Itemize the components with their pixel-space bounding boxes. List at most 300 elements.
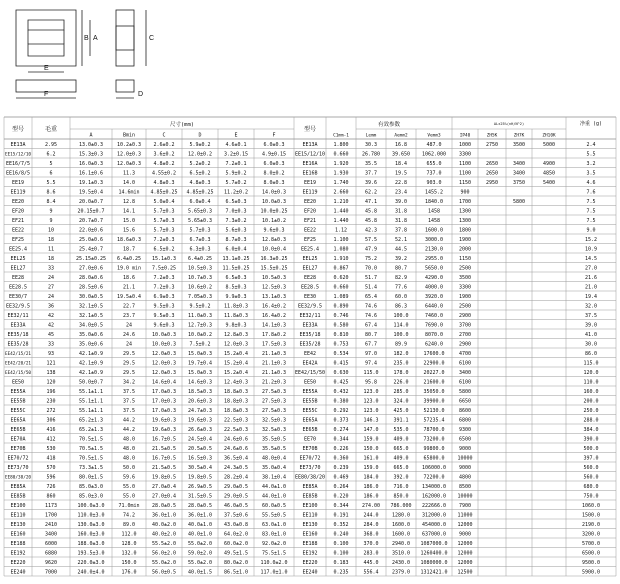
table-cell: 5800	[458, 389, 472, 395]
table-row	[6, 304, 597, 310]
table-cell: 55.0±2.0	[151, 560, 177, 566]
table-cell: EE192	[10, 550, 26, 557]
table-cell: EE70B	[302, 446, 318, 452]
table-cell: 80.7	[394, 265, 408, 272]
table-cell: 150.0	[121, 560, 137, 566]
table-cell: 3920.0	[424, 294, 444, 300]
table-cell: 7900	[458, 503, 472, 509]
table-cell: 57.5	[364, 237, 378, 243]
table-cell: 39900.0	[423, 398, 445, 405]
table-cell: 409.0	[393, 455, 409, 462]
table-cell: 55.1±1.1	[78, 389, 104, 395]
table-row	[10, 560, 600, 566]
table-cell: 409.0	[393, 436, 409, 443]
table-cell: 15.5±0.25	[260, 265, 288, 272]
table-cell: 130.0±3.0	[77, 522, 105, 528]
table-cell: 368.0	[363, 531, 379, 538]
table-cell: 272	[46, 408, 56, 414]
table-cell: 29.5	[122, 351, 136, 357]
table-cell: 11000	[457, 512, 473, 519]
table-cell: EE16/8/5	[5, 170, 31, 177]
table-cell: EF20	[11, 208, 25, 215]
table-row	[12, 228, 596, 234]
table-cell: 1.440	[333, 208, 349, 215]
table-cell: 21600.0	[423, 379, 445, 386]
table-cell: 24	[47, 275, 55, 281]
table-cell: 1260400.0	[420, 550, 448, 557]
table-cell: 1700	[44, 512, 58, 519]
table-cell: 1173	[44, 503, 58, 509]
table-cell: 1600.0	[391, 531, 411, 538]
table-cell: 1458	[427, 208, 441, 215]
table-cell: EE28.5	[8, 284, 28, 291]
table-cell: 5.65±0.3	[187, 218, 213, 224]
table-cell: 11.8±0.3	[223, 313, 249, 319]
table-cell: EE70/72	[299, 455, 321, 462]
table-cell: 34.0±0.5	[78, 322, 104, 329]
table-cell: EE80/38/20	[4, 475, 32, 481]
table-cell: 12.0±0.3	[151, 351, 177, 357]
table-cell: 44.0±1.0	[261, 484, 287, 490]
table-cell: 0.660	[333, 151, 349, 158]
table-cell: 1800	[458, 227, 472, 234]
table-cell: 85.0±3.0	[78, 493, 104, 500]
table-cell: 10.0±0.25	[260, 208, 288, 215]
table-cell: 7.5±0.25	[151, 265, 177, 272]
table-cell: 38.1±0.4	[261, 474, 287, 481]
table-cell: 0.620	[333, 275, 349, 281]
table-cell: 0.235	[333, 569, 349, 576]
table-cell: 62.2	[364, 189, 378, 196]
table-cell: 5900.0	[581, 569, 601, 576]
table-row	[7, 342, 597, 348]
table-cell: EE130	[10, 522, 26, 528]
table-cell: 3.6±0.2	[153, 151, 175, 158]
table-cell: 6.4±0.25	[116, 256, 142, 262]
table-cell: 115.0	[583, 360, 599, 367]
table-cell: 9620	[44, 560, 58, 566]
table-cell: 15.0±0.3	[187, 351, 213, 357]
table-cell: 39.0	[394, 199, 408, 205]
table-cell: EE55A	[10, 389, 26, 395]
table-cell: 30.0	[584, 341, 598, 348]
table-cell: 40.0±1.0	[187, 522, 213, 528]
table-cell: 67.7	[364, 341, 378, 348]
table-cell: 284.0	[363, 522, 379, 528]
table-cell: 22.8	[394, 180, 408, 186]
table-cell: 9	[49, 218, 53, 224]
table-cell: 44.0±1.0	[261, 493, 287, 500]
table-cell: 283.0	[363, 550, 379, 557]
header-al-col: ZH7K	[513, 133, 525, 139]
table-cell: EE25.4	[8, 246, 28, 253]
table-cell: 0.220	[333, 493, 349, 500]
table-cell: 60.0±2.0	[223, 541, 249, 547]
table-cell: 5.2±0.2	[189, 161, 211, 167]
table-cell: 24.6±0.6	[223, 436, 249, 443]
header-effective-params: 有效参数	[377, 122, 401, 128]
table-cell: EE42/15/50	[4, 371, 32, 376]
header-al-col: ZH5K	[486, 133, 498, 139]
table-cell: EE85A	[302, 484, 318, 490]
table-cell: EE28	[303, 275, 317, 281]
table-row	[5, 361, 599, 367]
table-cell: 3500	[458, 275, 472, 281]
table-cell: 51.4	[364, 284, 378, 291]
table-cell: 176.0	[121, 569, 137, 576]
table-row	[9, 247, 597, 253]
table-cell: 7000	[44, 569, 58, 576]
table-cell: 23.7	[122, 313, 136, 319]
table-cell: 392.0	[393, 474, 409, 481]
dim-label-b: B	[84, 35, 89, 42]
table-cell: 11.3	[122, 170, 136, 177]
table-cell: 1300	[458, 208, 472, 215]
table-cell: 44.5	[394, 246, 408, 253]
table-cell: 37.5	[122, 398, 136, 405]
table-cell: 56.0±0.5	[151, 569, 177, 576]
table-cell: 6.5±0.2	[189, 170, 211, 177]
table-cell: 21.6	[584, 275, 598, 281]
table-cell: 23.4	[394, 189, 408, 196]
table-cell: 37.5	[122, 408, 136, 414]
table-cell: 2.4	[586, 142, 596, 148]
table-cell: 9500.0	[581, 560, 601, 566]
table-cell: 3.2	[586, 161, 596, 167]
table-cell: 4700	[458, 351, 472, 357]
table-cell: 1100	[458, 161, 472, 167]
table-cell: 5.9±0.2	[225, 170, 247, 177]
table-cell: 42.1±0.9	[78, 351, 104, 357]
table-cell: 1.210	[333, 199, 349, 205]
table-cell: 41.0	[584, 332, 598, 338]
table-cell: 4.6	[586, 180, 596, 186]
header-model-2: 型号	[303, 126, 317, 133]
table-cell: EE32/11	[7, 313, 29, 319]
table-cell: 19.8±0.5	[187, 474, 213, 481]
table-cell: 10.2±0.3	[116, 142, 142, 148]
table-row	[6, 171, 596, 177]
header-param-col: C1mm-1	[333, 133, 349, 139]
header-model: 型号	[11, 126, 25, 133]
table-cell: 18.8±0.3	[223, 398, 249, 405]
table-cell: EE188	[10, 541, 26, 547]
table-cell: 30.0±0.5	[78, 294, 104, 300]
table-cell: EE50	[303, 379, 317, 386]
table-cell: 222666.0	[421, 503, 447, 509]
table-row	[12, 380, 599, 386]
table-cell: 56.0±2.0	[151, 550, 177, 557]
table-cell: 51.7	[364, 275, 378, 281]
table-cell: EE16B	[302, 170, 318, 177]
table-cell: 35050.0	[423, 389, 445, 395]
table-cell: 7460.0	[424, 313, 444, 319]
table-cell: 80.0±2.0	[223, 560, 249, 566]
table-cell: EE16/7/5	[5, 161, 31, 167]
table-row	[12, 275, 597, 281]
table-cell: 86.3	[394, 303, 408, 310]
table-cell: 0.415	[333, 360, 349, 367]
table-cell: EE160	[10, 531, 26, 538]
table-row	[10, 522, 600, 528]
table-cell: 57235.4	[423, 417, 445, 424]
table-cell: EE20	[303, 199, 317, 205]
table-cell: 22.5±0.3	[223, 417, 249, 424]
table-cell: 123.0	[363, 398, 379, 405]
table-cell: 138	[46, 370, 56, 376]
table-cell: 18.4	[394, 161, 408, 167]
table-cell: 8.7±0.3	[225, 237, 247, 243]
table-cell: EE70	[303, 436, 317, 443]
table-cell: 4.9±0.15	[261, 151, 287, 158]
table-cell: 21.1	[122, 284, 136, 291]
table-cell: 29.0±0.5	[223, 484, 249, 490]
table-cell: 10000	[457, 493, 473, 500]
table-cell: 37.5	[584, 313, 598, 319]
table-cell: 16.4±0.2	[261, 303, 287, 310]
table-cell: 1150	[458, 180, 472, 186]
table-cell: 52.1	[394, 237, 408, 243]
table-cell: 7690.0	[424, 322, 444, 329]
table-cell: 0.380	[333, 398, 349, 405]
table-cell: 5.7±0.3	[153, 218, 175, 224]
table-cell: 47.1	[364, 199, 378, 205]
table-cell: 312000.0	[421, 512, 447, 519]
table-cell: EE33A	[10, 322, 26, 329]
table-cell: 17.5±0.3	[261, 341, 287, 348]
table-cell: EE55A	[302, 389, 318, 395]
table-cell: 16.1±0.6	[78, 170, 104, 177]
table-row	[10, 142, 595, 148]
table-cell: 5.7±0.3	[153, 227, 175, 234]
table-cell: 230	[46, 398, 56, 405]
table-cell: EE13A	[10, 142, 26, 148]
header-param-col: Vemm3	[427, 133, 441, 139]
table-cell: 2379.0	[391, 569, 411, 576]
table-cell: 274.00	[361, 503, 381, 509]
table-cell: 74.2	[122, 512, 136, 519]
table-cell: 4.8±0.2	[153, 161, 175, 167]
table-cell: 12000	[457, 522, 473, 528]
table-cell: 11	[47, 246, 55, 253]
table-cell: 6100	[458, 379, 472, 386]
table-cell: 27.0±0.6	[78, 265, 104, 272]
table-cell: 3200.0	[581, 531, 601, 538]
table-cell: 560.0	[583, 465, 599, 471]
table-cell: 65.4	[364, 294, 378, 300]
table-cell: 10.9	[584, 246, 598, 253]
table-cell: EE25.4	[300, 246, 320, 253]
table-cell: EE85B	[302, 493, 318, 500]
table-cell: 182.0	[393, 351, 409, 357]
table-cell: 20.6±0.3	[187, 398, 213, 405]
table-cell: 8.0±0.3	[263, 180, 285, 186]
table-cell: 32.5±0.3	[261, 417, 287, 424]
table-cell: 15.2±0.4	[223, 360, 249, 367]
table-cell: 8.6	[46, 189, 56, 196]
table-cell: 55.0	[122, 484, 136, 490]
table-cell: 18.7	[122, 246, 136, 253]
table-cell: 220.0±3.0	[77, 560, 105, 566]
table-body	[5, 142, 600, 576]
header-weight: 毛重	[44, 126, 58, 133]
table-cell: EE16A	[302, 161, 318, 167]
table-cell: EE30	[303, 294, 317, 300]
table-cell: 21.1±0.3	[261, 351, 287, 357]
table-cell: 1.800	[333, 142, 349, 148]
table-cell: 384.0	[583, 427, 599, 433]
table-cell: 637000.0	[421, 531, 447, 538]
table-cell: 1300	[458, 218, 472, 224]
table-cell: 55.0	[122, 493, 136, 500]
table-row	[5, 152, 596, 158]
table-cell: 30.5±0.4	[187, 465, 213, 471]
table-cell: 2900	[458, 313, 472, 319]
table-cell: 665.0	[393, 465, 409, 471]
table-row	[10, 408, 598, 414]
table-cell: 39.6	[364, 180, 378, 186]
table-cell: 60.0±0.5	[261, 503, 287, 509]
table-cell: 17.0±0.3	[151, 398, 177, 405]
table-cell: 16.5±0.3	[187, 455, 213, 462]
table-cell: 35.0±0.4	[261, 465, 287, 471]
table-cell: 17600.0	[423, 351, 445, 357]
table-cell: 5.9±0.2	[189, 142, 211, 148]
table-cell: 13.1±0.3	[261, 294, 287, 300]
table-cell: 4.8±0.3	[153, 180, 175, 186]
table-cell: 8.4	[46, 199, 56, 205]
table-cell: 903.0	[426, 180, 442, 186]
table-cell: 5400	[542, 180, 556, 186]
table-cell: EE188	[302, 541, 318, 547]
table-cell: 74.6	[364, 313, 378, 319]
table-cell: 500.0	[583, 446, 599, 452]
table-cell: EE22	[11, 227, 25, 234]
table-cell: 24.5±0.4	[187, 436, 213, 443]
table-cell: 184.0	[363, 474, 379, 481]
table-cell: 2.660	[333, 189, 349, 196]
table-cell: 21.2±0.3	[261, 379, 287, 386]
table-cell: 0.352	[333, 522, 349, 528]
table-cell: 24.7±0.3	[187, 408, 213, 414]
table-cell: 14.6±0.4	[151, 379, 177, 386]
table-cell: 82.9	[394, 275, 408, 281]
table-cell: 4850	[542, 170, 556, 177]
table-cell: 6500.0	[581, 550, 601, 557]
table-cell: 7.3±0.2	[225, 218, 247, 224]
table-cell: 11.2±0.2	[223, 189, 249, 196]
table-cell: 1.100	[333, 237, 349, 243]
table-cell: 161.0	[363, 455, 379, 462]
table-cell: EE13A	[302, 142, 318, 148]
table-cell: EE55C	[302, 408, 318, 414]
table-cell: 73.3±1.5	[78, 465, 104, 471]
table-cell: 178.0	[393, 370, 409, 376]
table-cell: 2650	[485, 161, 499, 167]
table-cell: EE119	[10, 189, 26, 196]
table-cell: 1455.2	[424, 189, 444, 196]
dim-label-e: E	[44, 65, 49, 72]
table-cell: 42.1±0.9	[78, 370, 104, 376]
table-cell: 29.5	[122, 360, 136, 367]
table-cell: 37.5±0.6	[223, 512, 249, 519]
table-cell: 10000	[457, 455, 473, 462]
table-cell: 487.0	[426, 142, 442, 148]
table-cell: 16.4±0.2	[261, 313, 287, 319]
table-cell: 285.0	[393, 389, 409, 395]
table-cell: 12.0±0.3	[116, 151, 142, 158]
table-cell: 55.1±1.1	[78, 398, 104, 405]
table-cell: 9	[49, 208, 53, 215]
table-cell: 737.0	[426, 170, 442, 177]
table-row	[5, 351, 597, 357]
table-row	[7, 456, 598, 462]
table-cell: 32.0	[584, 303, 598, 310]
table-cell: EE15/12/10	[294, 151, 326, 158]
table-cell: EE42A	[302, 360, 318, 367]
table-cell: 72200.0	[423, 474, 445, 481]
table-cell: 70.5±1.5	[78, 455, 104, 462]
table-cell: 6.5±0.2	[153, 246, 175, 253]
table-cell: 19.5±0.4	[78, 189, 104, 196]
table-cell: 1.089	[333, 294, 349, 300]
table-cell: 28.5±0.6	[78, 284, 104, 291]
table-row	[10, 484, 598, 490]
header-dim-col: D	[198, 132, 202, 139]
table-cell: 5	[49, 161, 53, 167]
table-row	[10, 551, 600, 557]
table-cell: 67.4	[364, 322, 378, 329]
table-cell: EE80/38/20	[294, 474, 326, 481]
table-cell: 27.0±0.4	[151, 484, 177, 490]
table-cell: 12000	[457, 541, 473, 547]
table-cell: 535.0	[393, 427, 409, 433]
table-cell: EE119	[302, 189, 318, 196]
table-cell: 26.6±0.3	[187, 427, 213, 433]
table-cell: 17.0±0.3	[151, 389, 177, 395]
table-cell: 12000	[457, 560, 473, 566]
table-cell: 560.0	[583, 474, 599, 481]
table-cell: 390.0	[583, 436, 599, 443]
table-row	[12, 237, 597, 243]
table-cell: 6.0±0.4	[189, 199, 211, 205]
table-cell: 9.5±0.2	[189, 303, 211, 310]
table-cell: 0.264	[333, 484, 349, 490]
table-cell: 5000	[542, 142, 556, 148]
table-cell: 726	[46, 484, 56, 490]
table-cell: 80.0±1.5	[78, 474, 104, 481]
table-cell: 556.4	[363, 569, 379, 576]
table-cell: 15.0±0.3	[187, 370, 213, 376]
table-cell: 1000	[458, 142, 472, 148]
table-cell: EE42/15/21	[4, 352, 32, 357]
table-cell: EE55B	[302, 398, 318, 405]
table-cell: 850.0	[393, 493, 409, 500]
table-cell: 34.2	[122, 379, 136, 386]
table-cell: 8500	[458, 484, 472, 490]
table-cell: 25.15±0.25	[75, 256, 107, 262]
table-cell: 89.9	[394, 341, 408, 348]
table-cell: 0.534	[333, 351, 349, 357]
table-cell: 78700.0	[423, 427, 445, 433]
table-cell: EE19	[11, 180, 25, 186]
table-cell: 63.0±1.0	[261, 522, 287, 528]
table-cell: 6.9±0.3	[153, 294, 175, 300]
table-row	[10, 418, 598, 424]
table-cell: EE35/28	[299, 341, 321, 348]
table-cell: 4290.0	[424, 275, 444, 281]
table-cell: 74.6	[364, 303, 378, 310]
